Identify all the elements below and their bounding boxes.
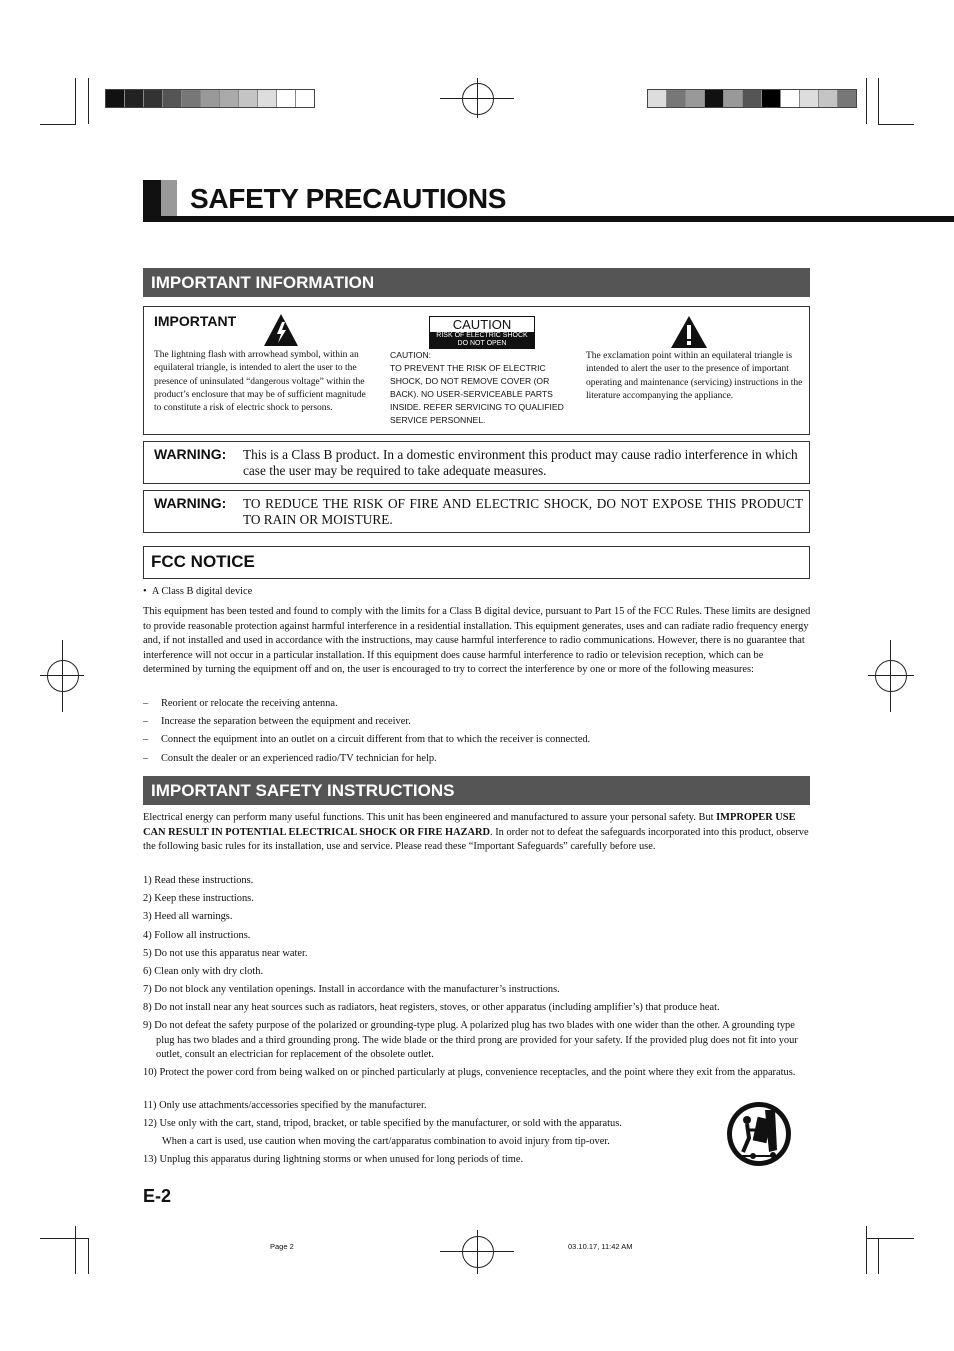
list-item: 9) Do not defeat the safety purpose of the polarized or grounding-type plug. A polarized plug has two blades with one wider than the other. A grounding type plug has two blades and a third grounding prong. The wide blade or the third prong are provided for your safety. If the provided plug does not fit into your outlet, consult an electrician for replacement of the obsolete outlet. [143,1020,798,1061]
fcc-notice-heading: FCC NOTICE [151,552,255,571]
caution-description: TO PREVENT THE RISK OF ELECTRIC SHOCK, DO NOT REMOVE COVER (OR BACK). NO USER-SERVICEABLE PARTS INSIDE. REFER SERVICING TO QUALIFIED SERVICE PERSONNEL. [390,363,564,425]
title-rule [143,216,954,222]
fcc-bullet-text: A Class B digital device [151,586,253,597]
list-item: 4) Follow all instructions. [143,930,251,941]
page-title: SAFETY PRECAUTIONS [190,183,507,214]
list-item: 7) Do not block any ventilation openings. Install in accordance with the manufacturer’s instructions. [143,984,560,995]
exclamation-description: The exclamation point within an equilateral triangle is intended to alert the user to the presence of important operating and maintenance (servicing) instructions in the literature accompanying the appliance. [586,351,803,401]
lightning-description: The lightning flash with arrowhead symbol, within an equilateral triangle, is intended to alert the user to the presence of uninsulated “dangerous voltage” within the product’s enclosure that may be of sufficient magnitude to constitute a risk of electric shock to persons. [154,350,366,414]
list-item: 13) Unplug this apparatus during lightning storms or when unused for long periods of time. [143,1154,524,1165]
warning-box-1 [143,441,810,484]
list-item: 6) Clean only with dry cloth. [143,966,264,977]
caution-label-graphic [429,316,535,349]
list-item: 3) Heed all warnings. [143,911,233,922]
list-item: – Connect the equipment into an outlet on a circuit different from that to which the receiver is connected. [143,734,591,745]
page-number-label: E-2 [143,1186,172,1206]
warning-2-text: TO REDUCE THE RISK OF FIRE AND ELECTRIC SHOCK, DO NOT EXPOSE THIS PRODUCT TO RAIN OR MOISTURE. [243,496,803,527]
list-item: – Reorient or relocate the receiving antenna. [143,698,338,709]
important-label: IMPORTANT [154,313,237,329]
list-item: 8) Do not install near any heat sources such as radiators, heat registers, stoves, or other apparatus (including amplifier’s) that produce heat. [143,1002,720,1013]
lightning-warning-icon [263,313,299,347]
fcc-bullet: • A Class B digital device [143,586,253,597]
footer-page: Page 2 [270,1242,294,1251]
list-item: – Consult the dealer or an experienced radio/TV technician for help. [143,753,437,764]
list-item: 12) Use only with the cart, stand, tripod, bracket, or table specified by the manufacturer, or sold with the apparatus. [143,1118,622,1129]
list-item: 10) Protect the power cord from being walked on or pinched particularly at plugs, convenience receptacles, and the point where they exit from the apparatus. [143,1067,796,1078]
title-accent-black [143,180,161,220]
caution-heading: CAUTION: [390,350,432,360]
cart-tipover-warning-icon [725,1100,793,1168]
safety-instructions-heading: IMPORTANT SAFETY INSTRUCTIONS [143,776,810,805]
footer-timestamp: 03.10.17, 11:42 AM [568,1242,633,1251]
caution-label: CAUTION [430,317,534,332]
warning-box-2 [143,490,810,533]
important-information-box [143,306,810,435]
list-item: 1) Read these instructions. [143,875,254,886]
warning-1-text: This is a Class B product. In a domestic environment this product may cause radio interference in which case the user may be required to take adequate measures. [243,447,798,478]
list-item: 5) Do not use this apparatus near water. [143,948,308,959]
fcc-paragraph: This equipment has been tested and found to comply with the limits for a Class B digital device, pursuant to Part 15 of the FCC Rules. These limits are designed to provide reasonable protection against harmful interference in a residential installation. This equipment generates, uses and can radiate radio frequency energy and, if not installed and used in accordance with the instructions, may cause harmful interference to radio communications. However, there is no guarantee that interference will not occur in a particular installation. If this equipment does cause harmful interference to radio or television reception, which can be determined by turning the equipment off and on, the user is encouraged to try to correct the interference by one or more of the following measures: [143,606,811,676]
warning-1-label: WARNING: [154,446,227,462]
important-information-heading: IMPORTANT INFORMATION [143,268,810,297]
list-item: When a cart is used, use caution when moving the cart/apparatus combination to avoid injury from tip-over. [162,1136,610,1147]
title-accent-gray [161,180,177,220]
list-item: 11) Only use attachments/accessories specified by the manufacturer. [143,1100,427,1111]
exclamation-warning-icon [670,315,708,349]
list-item: 2) Keep these instructions. [143,893,254,904]
safety-intro-bold: IMPROPER USE CAN RESULT IN POTENTIAL ELECTRICAL SHOCK OR FIRE HAZARD [143,812,796,838]
caution-sub-line-1: RISK OF ELECTRIC SHOCK [430,332,534,340]
color-strip-left [105,89,315,108]
list-item: – Increase the separation between the equipment and receiver. [143,716,411,727]
safety-intro: Electrical energy can perform many useful functions. This unit has been engineered and manufactured to assure your personal safety. But IMPROPER USE CAN RESULT IN POTENTIAL ELECTRICAL SHOCK OR FIRE HAZARD. In order not to defeat the safeguards incorporated into this product, observe the following basic rules for its installation, use and service. Please read these “Important Safeguards” carefully before use. [143,812,809,853]
color-strip-right [647,89,857,108]
warning-2-label: WARNING: [154,495,227,511]
fcc-notice-heading-box [143,546,810,579]
caution-sub-line-2: DO NOT OPEN [430,340,534,348]
